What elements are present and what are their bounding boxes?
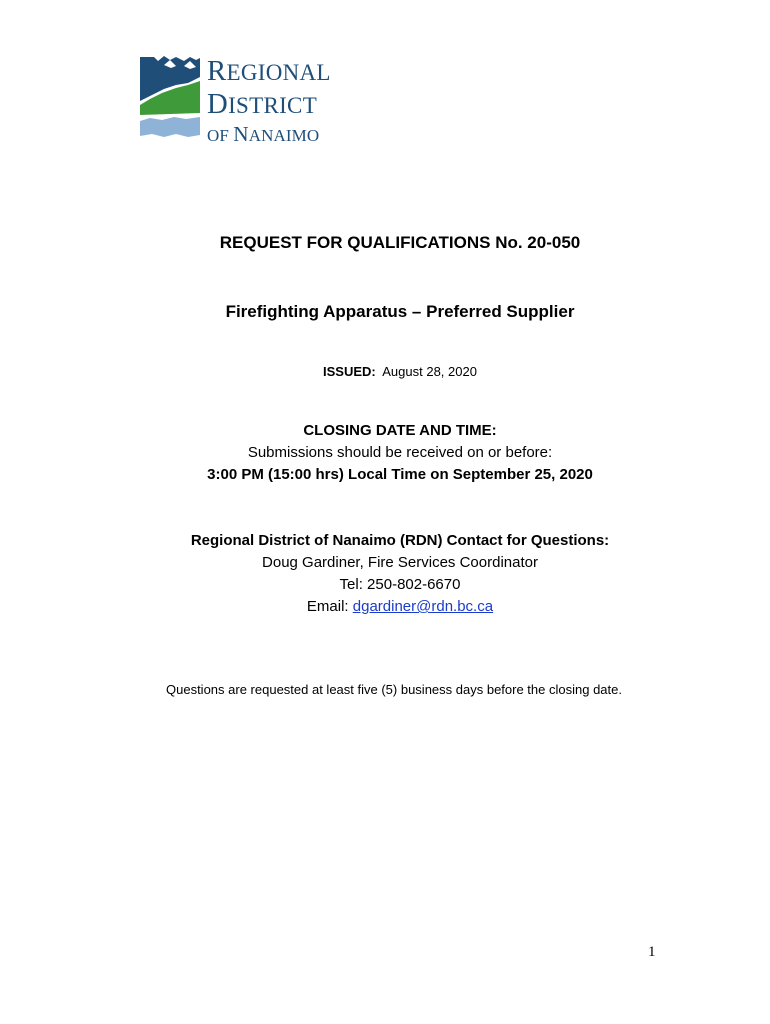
- contact-email-link[interactable]: dgardiner@rdn.bc.ca: [352, 598, 494, 615]
- logo-line-of-nanaimo: OF NANAIMO: [207, 121, 320, 146]
- logo-wordmark: [207, 57, 331, 145]
- document-title: REQUEST FOR QUALIFICATIONS No. 20-050: [219, 233, 581, 252]
- closing-label: CLOSING DATE AND TIME:: [303, 422, 497, 439]
- issued-line: [0, 364, 770, 379]
- logo-line-regional: REGIONAL: [207, 55, 331, 87]
- issued-label: ISSUED:: [323, 364, 376, 379]
- contact-label: Regional District of Nanaimo (RDN) Contact for Questions:: [190, 532, 610, 549]
- rdn-logo: [140, 55, 340, 146]
- closing-text: Submissions should be received on or before:: [247, 444, 553, 461]
- rdn-logo-mark-icon: [140, 55, 200, 137]
- contact-email-label: Email:: [306, 598, 353, 615]
- contact-section: [0, 530, 770, 618]
- questions-note: Questions are requested at least five (5) business days before the closing date.: [166, 682, 622, 697]
- document-subtitle: Firefighting Apparatus – Preferred Supplier: [225, 302, 575, 321]
- contact-email-line: [0, 596, 770, 618]
- contact-tel: Tel: 250-802-6670: [339, 576, 461, 593]
- closing-deadline: 3:00 PM (15:00 hrs) Local Time on September 25, 2020: [207, 466, 593, 483]
- page-number: 1: [648, 944, 656, 960]
- contact-name: Doug Gardiner, Fire Services Coordinator: [262, 554, 538, 571]
- closing-section: [0, 420, 770, 486]
- issued-date: August 28, 2020: [382, 364, 477, 379]
- logo-line-district: DISTRICT: [207, 87, 318, 120]
